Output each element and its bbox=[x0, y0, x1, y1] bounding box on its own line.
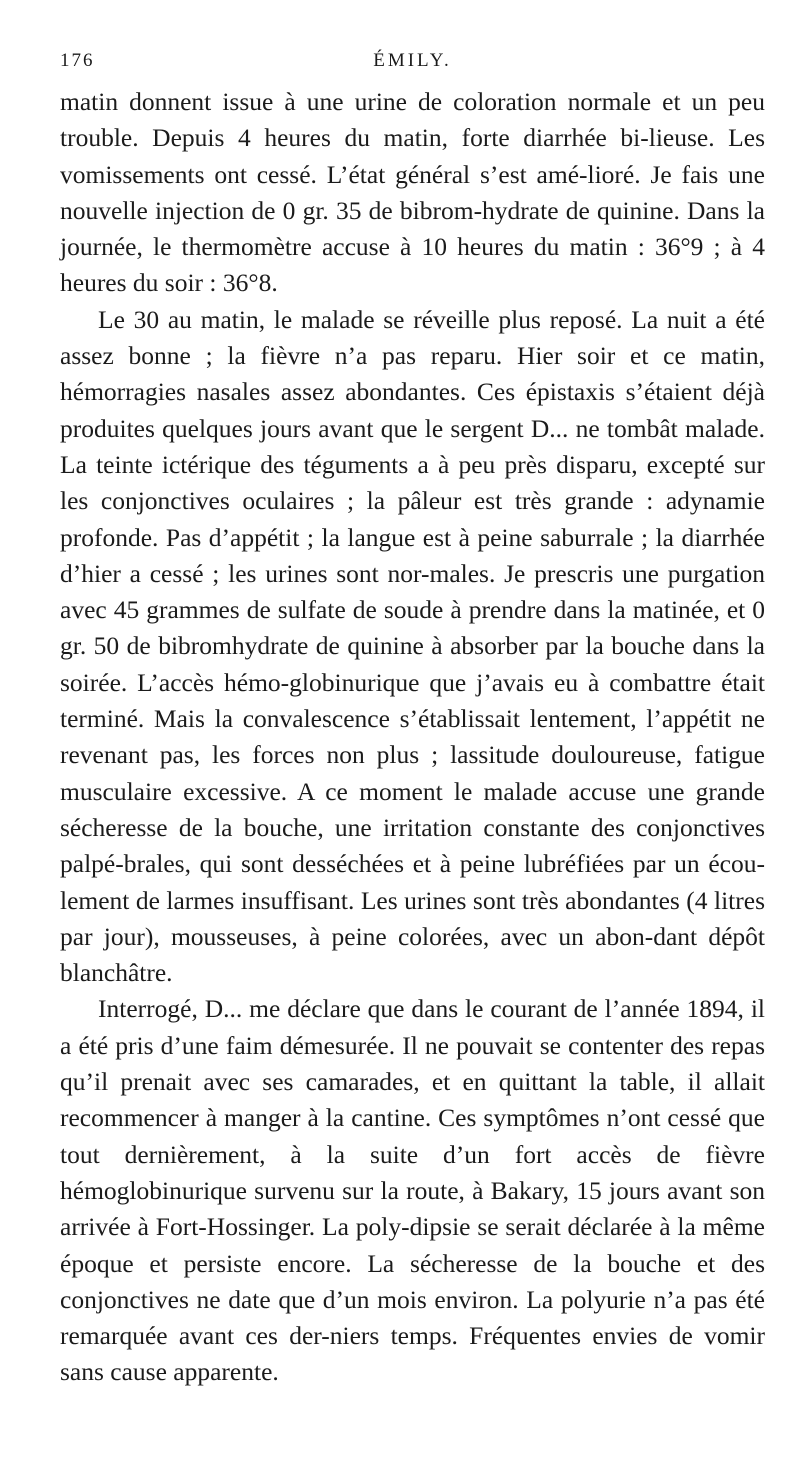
page-number: 176 bbox=[60, 50, 95, 71]
paragraph-1: matin donnent issue à une urine de coloration normale et un peu trouble. Depuis 4 heures du matin, forte diarrhée bi-lieuse. Les vomissements ont cessé. L’état général s’est amé-lioré. Je fais une nouvelle injection de 0 gr. 35 de bibrom-hydrate de quinine. Dans la journée, le thermomètre accuse à 10 heures du matin : 36°9 ; à 4 heures du soir : 36°8. bbox=[60, 87, 765, 298]
running-title: ÉMILY. bbox=[373, 50, 452, 71]
page-header bbox=[60, 50, 765, 80]
document-page bbox=[60, 0, 765, 1467]
body-text bbox=[60, 84, 765, 1391]
paragraph-2: Le 30 au matin, le malade se réveille plus reposé. La nuit a été assez bonne ; la fièvre n’a pas reparu. Hier soir et ce matin, hémorragies nasales assez abondantes. Ces épistaxis s’étaient déjà produites quelques jours avant que le sergent D... ne tombât malade. La teinte ictérique des téguments a à peu près disparu, excepté sur les conjonctives oculaires ; la pâleur est très grande : adynamie profonde. Pas d’appétit ; la langue est à peine saburrale ; la diarrhée d’hier a cessé ; les urines sont nor-males. Je prescris une purgation avec 45 grammes de sulfate de soude à prendre dans la matinée, et 0 gr. 50 de bibromhydrate de quinine à absorber par la bouche dans la soirée. L’accès hémo-globinurique que j’avais eu à combattre était terminé. Mais la convalescence s’établissait lentement, l’appétit ne revenant pas, les forces non plus ; lassitude douloureuse, fatigue musculaire excessive. A ce moment le malade accuse une grande sécheresse de la bouche, une irritation constante des conjonctives palpé-brales, qui sont desséchées et à peine lubréfiées par un écou-lement de larmes insuffisant. Les urines sont très abondantes (4 litres par jour), mousseuses, à peine colorées, avec un abon-dant dépôt blanchâtre. bbox=[60, 304, 765, 988]
paragraph-3: Interrogé, D... me déclare que dans le courant de l’année 1894, il a été pris d’une faim démesurée. Il ne pouvait se contenter des repas qu’il prenait avec ses camarades, et en quittant la table, il allait recommencer à manger à la cantine. Ces symptômes n’ont cessé que tout dernièrement, à la suite d’un fort accès de fièvre hémoglobinurique survenu sur la route, à Bakary, 15 jours avant son arrivée à Fort-Hossinger. La poly-dipsie se serait déclarée à la même époque et persiste encore. La sécheresse de la bouche et des conjonctives ne date que d’un mois environ. La polyurie n’a pas été remarquée avant ces der-niers temps. Fréquentes envies de vomir sans cause apparente. bbox=[60, 994, 765, 1387]
